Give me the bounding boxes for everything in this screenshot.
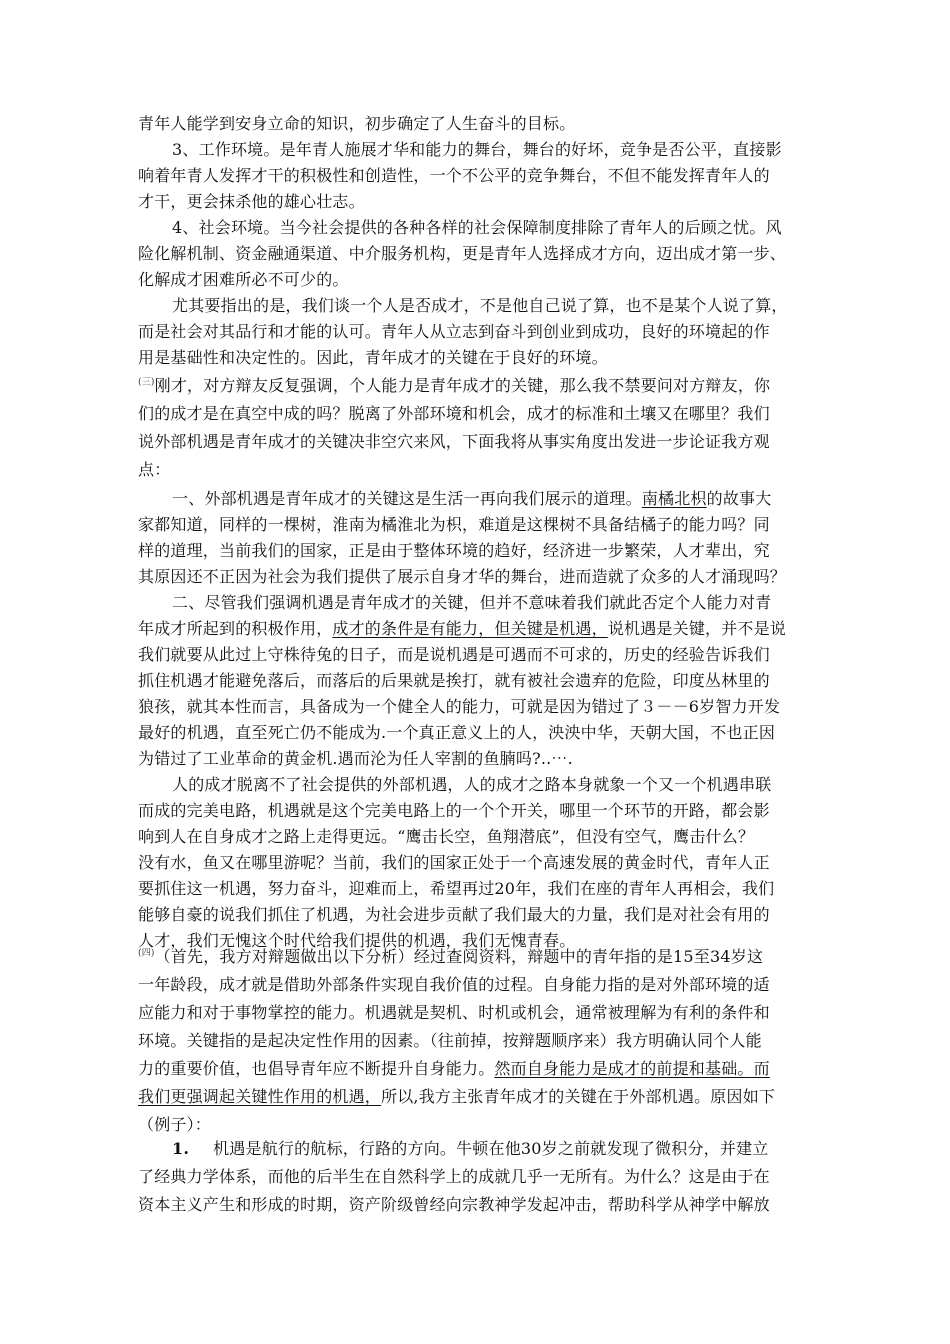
text-line: 二、尽管我们强调机遇是青年成才的关键，但并不意味着我们就此否定个人能力对青 — [172, 593, 772, 612]
text-line: 4、社会环境。当今社会提供的各种各样的社会保障制度排除了青年人的后顾之忧。风 — [172, 218, 782, 237]
text-segment: 的故事大 — [706, 489, 772, 508]
text-line: 家都知道，同样的一棵树，淮南为橘淮北为枳，难道是这棵树不具备结橘子的能力吗？同 — [138, 515, 770, 534]
text-line: 资本主义产生和形成的时期，资产阶级曾经向宗教神学发起冲击，帮助科学从神学中解放 — [138, 1195, 770, 1214]
section-four — [138, 943, 818, 1139]
text-line: 们的成才是在真空中成的吗？脱离了外部环境和机会，成才的标准和土壤又在哪里？我们 — [138, 404, 770, 423]
text-line: 尤其要指出的是，我们谈一个人是否成才，不是他自己说了算，也不是某个人说了算， — [172, 296, 788, 315]
text-line: 最好的机遇，直至死亡仍不能成为.一个真正意义上的人，泱泱中华，天朝大国，不也正因 — [138, 723, 776, 742]
text-line: （例子）： — [138, 1115, 212, 1134]
paragraph-intro-continuation — [138, 111, 818, 137]
text-line: 险化解机制、资金融通渠道、中介服务机构，更是青年人选择成才方向，迈出成才第一步、 — [138, 244, 787, 263]
paragraph-work-environment — [138, 137, 818, 215]
text-line: 化解成才困难所必不可少的。 — [138, 270, 349, 289]
section-marker: (三) — [138, 377, 155, 388]
text-line: 而是社会对其品行和才能的认可。青年人从立志到奋斗到创业到成功，良好的环境起的作 — [138, 322, 770, 341]
text-line: 我们就要从此过上守株待兔的日子，而是说机遇是可遇而不可求的，历史的经验告诉我们 — [138, 645, 770, 664]
text-line: 环境。关键指的是起决定性作用的因素。（往前掉，按辩题顺序来）我方明确认同个人能 — [138, 1031, 762, 1050]
text-line: 能够自豪的说我们抓住了机遇，为社会进步贡献了我们最大的力量，我们是对社会有用的 — [138, 905, 770, 924]
example-one — [138, 1135, 818, 1219]
section-marker: (四) — [138, 948, 155, 959]
text-line: 用是基础性和决定性的。因此，青年成才的关键在于良好的环境。 — [138, 348, 608, 367]
text-segment: 说机遇是关键，并不是说 — [607, 619, 787, 638]
underlined-idiom: 南橘北枳 — [641, 489, 707, 508]
text-line: 才干，更会抹杀他的雄心壮志。 — [138, 192, 365, 211]
text-line: 了经典力学体系，而他的后半生在自然科学上的成就几乎一无所有。为什么？这是由于在 — [138, 1167, 770, 1186]
text-line: 样的道理，当前我们的国家，正是由于整体环境的趋好，经济进一步繁荣，人才辈出，究 — [138, 541, 770, 560]
text-segment: 所以,我方主张青年成才的关键在于外部机遇。原因如下 — [381, 1087, 776, 1106]
underlined-text: 我们更强调起关键性作用的机遇， — [138, 1087, 382, 1106]
text-line: 应能力和对于事物掌控的能力。机遇就是契机、时机或机会，通常被理解为有利的条件和 — [138, 1003, 770, 1022]
text-line: 机遇是航行的航标，行路的方向。牛顿在他30岁之前就发现了微积分，并建立 — [213, 1139, 769, 1158]
text-segment: 力的重要价值，也倡导青年应不断提升自身能力。 — [138, 1059, 495, 1078]
text-segment: 年成才所起到的积极作用， — [138, 619, 333, 638]
text-line: （首先，我方对辩题做出以下分析）经过查阅资料，辩题中的青年指的是15至34岁这 — [154, 947, 764, 966]
text-line: 人才，我们无愧这个时代给我们提供的机遇，我们无愧青春。 — [138, 931, 576, 950]
text-line: 没有水，鱼又在哪里游呢？当前，我们的国家正处于一个高速发展的黄金时代，青年人正 — [138, 853, 770, 872]
text-line: 响到人在自身成才之路上走得更远。“鹰击长空，鱼翔潜底”，但没有空气，鹰击什么？ — [138, 827, 755, 846]
text-line: 抓住机遇才能避免落后，而落后的后果就是挨打，就有被社会遗弃的危险，印度丛林里的 — [138, 671, 770, 690]
paragraph-opportunity — [138, 772, 818, 954]
text-line: 3、工作环境。是年青人施展才华和能力的舞台，舞台的好坏，竞争是否公平，直接影 — [172, 140, 782, 159]
text-line: 而成的完美电路，机遇就是这个完美电路上的一个个开关，哪里一个环节的开路，都会影 — [138, 801, 770, 820]
paragraph-social-environment — [138, 215, 818, 293]
text-line: 为错过了工业革命的黄金机.遇而沦为任人宰割的鱼腩吗?..⋯. — [138, 749, 573, 768]
point-two — [138, 590, 818, 772]
text-segment: 一、外部机遇是青年成才的关键这是生活一再向我们展示的道理。 — [172, 489, 642, 508]
paragraph-conclusion — [138, 293, 818, 371]
text-line: 狼孩，就其本性而言，具备成为一个健全人的能力，可就是因为错过了３－－6岁智力开发 — [138, 697, 781, 716]
text-line: 青年人能学到安身立命的知识，初步确定了人生奋斗的目标。 — [138, 114, 576, 133]
text-line: 一年龄段，成才就是借助外部条件实现自我价值的过程。自身能力指的是对外部环境的适 — [138, 975, 770, 994]
text-line: 点： — [138, 460, 171, 479]
text-line: 人的成才脱离不了社会提供的外部机遇，人的成才之路本身就象一个又一个机遇串联 — [172, 775, 772, 794]
text-line: 其原因还不正因为社会为我们提供了展示自身才华的舞台，进而造就了众多的人才涌现吗？ — [138, 567, 787, 586]
underlined-text: 然而自身能力是成才的前提和基础。而 — [494, 1059, 770, 1078]
list-number: 1. — [172, 1139, 190, 1158]
text-line: 刚才，对方辩友反复强调，个人能力是青年成才的关键，那么我不禁要问对方辩友，你 — [154, 376, 771, 395]
text-line: 要抓住这一机遇，努力奋斗，迎难而上，希望再过20年，我们在座的青年人再相会，我们 — [138, 879, 775, 898]
text-line: 说外部机遇是青年成才的关键决非空穴来风，下面我将从事实角度出发进一步论证我方观 — [138, 432, 770, 451]
underlined-text: 成才的条件是有能力，但关键是机遇， — [332, 619, 608, 638]
section-three — [138, 372, 818, 484]
text-line: 响着年青人发挥才干的积极性和创造性，一个不公平的竞争舞台，不但不能发挥青年人的 — [138, 166, 770, 185]
point-one — [138, 486, 818, 590]
